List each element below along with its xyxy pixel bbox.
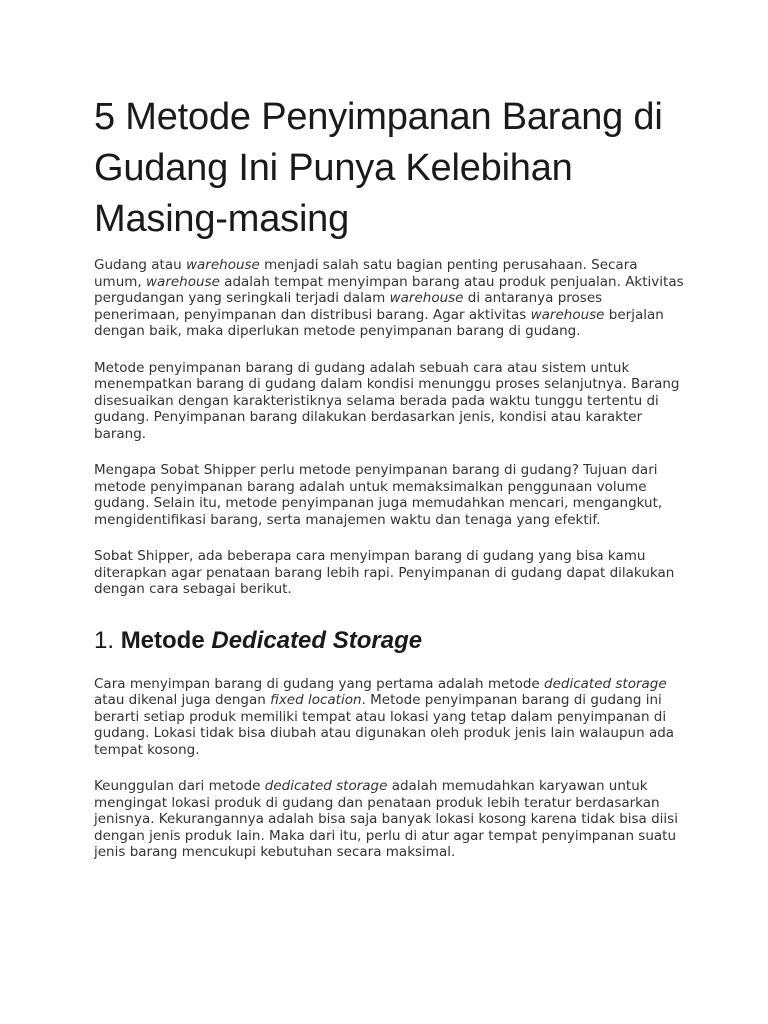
section-number: 1. (94, 626, 121, 654)
text-segment: Gudang atau (94, 257, 186, 273)
section-prefix: Metode (120, 626, 212, 654)
text-segment-italic: fixed location (270, 692, 362, 708)
section1-paragraph-1 (94, 676, 684, 759)
text-segment: . Metode penyimpanan barang di gudang ini berarti setiap produk memiliki tempat atau lokasi yang tetap dalam penyimpanan di gudang. Lokasi tidak bisa diubah atau digunakan oleh produk jenis lain walaupun ada tempat kosong. (94, 692, 675, 758)
intro-paragraph-3 (94, 462, 684, 528)
section-heading-1 (94, 626, 684, 656)
article (94, 92, 684, 881)
text-segment: atau dikenal juga dengan (94, 692, 271, 708)
text-segment: adalah memudahkan karyawan untuk mengingat lokasi produk di gudang dan penataan produk lebih teratur berdasarkan jenisnya. Kekurangannya adalah bisa saja banyak lokasi kosong karena tidak bisa diisi dengan jenis produk lain. Maka dari itu, perlu di atur agar tempat penyimpanan suatu jenis barang mencukupi kebutuhan secara maksimal. (94, 778, 678, 860)
intro-paragraph-4 (94, 548, 684, 598)
intro-paragraph-1 (94, 257, 684, 340)
text-segment-italic: dedicated storage (264, 778, 388, 794)
article-title: 5 Metode Penyimpanan Barang di Gudang Ini Punya Kelebihan Masing-masing (94, 96, 663, 240)
text-segment: adalah tempat menyimpan barang atau produk penjualan. Aktivitas pergudangan yang seringkali terjadi dalam (94, 273, 684, 306)
text-segment-italic: warehouse (530, 306, 605, 323)
text-segment-italic: warehouse (389, 290, 464, 306)
text-segment: Cara menyimpan barang di gudang yang pertama adalah metode (94, 675, 545, 692)
text-segment: menjadi salah satu bagian penting perusahaan. Secara umum, (94, 257, 638, 290)
text-segment: di antaranya proses penerimaan, penyimpanan dan distribusi barang. Agar aktivitas (94, 290, 603, 323)
text-segment-italic: warehouse (185, 257, 260, 273)
section1-paragraph-2 (94, 778, 684, 861)
intro-paragraph-2 (94, 360, 684, 443)
text-segment-italic: dedicated storage (544, 675, 667, 692)
text-segment: Sobat Shipper, ada beberapa cara menyimpan barang di gudang yang bisa kamu diterapkan agar penataan barang lebih rapi. Penyimpanan di gudang dapat dilakukan dengan cara sebagai berikut. (94, 548, 675, 597)
section-name: Dedicated Storage (211, 626, 423, 654)
text-segment: Metode penyimpanan barang di gudang adalah sebuah cara atau sistem untuk menempatkan barang di gudang dalam kondisi menunggu proses selanjutnya. Barang disesuaikan dengan karakteristiknya selama berada pada waktu tunggu tertentu di gudang. Penyimpanan barang dilakukan berdasarkan jenis, kondisi atau karakter barang. (94, 359, 680, 442)
text-segment-italic: warehouse (146, 273, 220, 290)
text-segment: Mengapa Sobat Shipper perlu metode penyimpanan barang di gudang? Tujuan dari metode penyimpanan barang adalah untuk memaksimalkan penggunaan volume gudang. Selain itu, metode penyimpanan juga memudahkan mencari, mengangkut, mengidentifikasi barang, serta manajemen waktu dan tenaga yang efektif. (94, 462, 663, 528)
text-segment: berjalan dengan baik, maka diperlukan metode penyimpanan barang di gudang. (94, 306, 664, 339)
text-segment: Keunggulan dari metode (94, 778, 265, 794)
